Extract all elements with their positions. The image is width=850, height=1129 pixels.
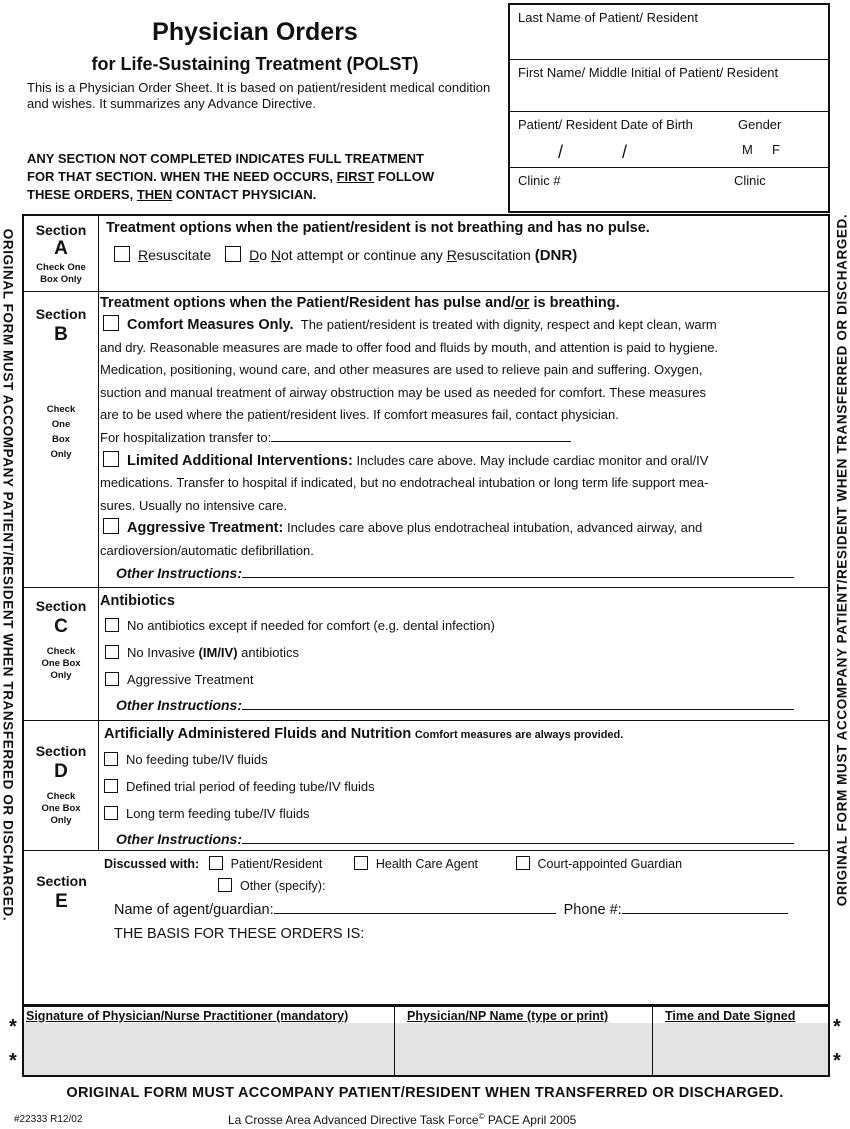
heading-or: or: [514, 295, 530, 311]
first-name-label: First Name/ Middle Initial of Patient/ Resident: [518, 65, 779, 80]
section-letter: C: [54, 616, 68, 637]
opt-letter: R: [446, 247, 457, 263]
hint-line: Check: [46, 791, 76, 802]
comfort-checkbox[interactable]: [103, 315, 119, 331]
section-label: Section: [35, 306, 87, 322]
section-label: Section: [35, 222, 87, 238]
hospital-transfer-row: [100, 427, 828, 450]
section-a-label-col: [24, 216, 99, 291]
heading-text: Artificially Administered Fluids and Nutrition: [104, 726, 412, 742]
heading-text: Treatment options when the Patient/Resident has pulse and/: [100, 295, 515, 311]
section-letter: E: [55, 891, 68, 912]
other-instructions-input[interactable]: [242, 709, 794, 710]
trial-feeding-tube-checkbox[interactable]: [104, 779, 118, 793]
option-label: No feeding tube/IV fluids: [126, 752, 268, 767]
section-hint: [24, 791, 98, 827]
comfort-option: [100, 314, 828, 337]
aggressive-option: [100, 517, 828, 540]
agent-name-label: Name of agent/guardian:: [114, 902, 274, 918]
option-label: Long term feeding tube/IV fluids: [126, 806, 310, 821]
gender-m[interactable]: M: [742, 142, 753, 157]
no-feeding-tube-checkbox[interactable]: [104, 752, 118, 766]
comfort-text: and dry. Reasonable measures are made to offer food and fluids by mouth, and attention is paid to hygiene.: [100, 339, 719, 355]
option-label: Patient/Resident: [230, 857, 323, 871]
section-letter: B: [54, 324, 68, 345]
hint-line: One: [51, 419, 71, 430]
discussed-row: [104, 856, 828, 878]
signature-cell[interactable]: [24, 1007, 395, 1075]
comfort-text: The patient/resident is treated with dignity, respect and kept clean, warm: [300, 317, 717, 332]
opt-letter: D: [249, 247, 260, 263]
section-c-heading: Antibiotics: [100, 593, 175, 609]
hint-line: Check: [46, 646, 76, 657]
warning-line-3: [27, 186, 507, 204]
section-b-label-col: [24, 292, 99, 587]
section-a-heading: Treatment options when the patient/resident is not breathing and has no pulse.: [106, 220, 650, 236]
section-c-content: [100, 590, 828, 718]
dob-gender-field[interactable]: [510, 112, 828, 168]
section-e-label-col: [24, 851, 99, 1004]
clinic-field[interactable]: [510, 168, 828, 213]
side-notice-text: ORIGINAL FORM MUST ACCOMPANY PATIENT/RESIDENT WHEN TRANSFERRED OR DISCHARGED.: [834, 213, 850, 907]
agent-row: [104, 902, 828, 926]
resuscitate-label: esuscitate: [148, 247, 212, 263]
limited-text: medications. Transfer to hospital if indicated, but no endotracheal intubation or long term life support mea-: [100, 475, 709, 491]
phone-input[interactable]: [622, 913, 788, 914]
comfort-text: Medication, positioning, wound care, and other measures are used to relieve pain and suffering. Oxygen,: [100, 362, 703, 378]
aggressive-text: Includes care above plus endotracheal intubation, advanced airway, and: [286, 520, 703, 536]
hint-line: One Box: [41, 658, 81, 669]
antibiotic-none-checkbox[interactable]: [105, 618, 119, 632]
other-instructions-c: [100, 693, 828, 718]
section-a: [24, 216, 828, 292]
other-instructions-label: Other Instructions:: [116, 564, 243, 581]
section-e-content: [104, 856, 828, 942]
gender-label: Gender: [738, 117, 782, 132]
dnr-checkbox[interactable]: [225, 246, 241, 262]
antibiotic-option: [100, 639, 828, 666]
section-c: [24, 588, 828, 721]
footer-notice: ORIGINAL FORM MUST ACCOMPANY PATIENT/RESIDENT WHEN TRANSFERRED OR DISCHARGED.: [66, 1085, 784, 1101]
physician-name-label: Physician/NP Name (type or print): [395, 1007, 652, 1023]
option-label: Court-appointed Guardian: [537, 857, 683, 871]
antibiotic-noninvasive-checkbox[interactable]: [105, 645, 119, 659]
side-notice-text: ORIGINAL FORM MUST ACCOMPANY PATIENT/RESIDENT WHEN TRANSFERRED OR DISCHARGED.: [0, 228, 16, 922]
dnr-abbrev: (DNR): [534, 247, 578, 264]
heading-text: is breathing.: [529, 295, 620, 311]
aggressive-text: cardioversion/automatic defibrillation.: [100, 542, 314, 558]
long-term-feeding-tube-checkbox[interactable]: [104, 806, 118, 820]
option-label: Defined trial period of feeding tube/IV fluids: [126, 779, 375, 794]
section-d-label-col: [24, 721, 99, 850]
option-label: Aggressive Treatment: [127, 672, 254, 687]
credit-text: La Crosse Area Advanced Directive Task Force: [228, 1113, 479, 1127]
comfort-title: Comfort Measures Only.: [127, 317, 294, 333]
form-intro: This is a Physician Order Sheet. It is based on patient/resident medical condition and wishes. It summarizes any Advance Directive.: [27, 80, 491, 111]
dob-label: Patient/ Resident Date of Birth: [518, 117, 693, 132]
time-date-cell[interactable]: [653, 1007, 828, 1075]
other-instructions-label: Other Instructions:: [116, 697, 243, 713]
section-b: [24, 292, 828, 588]
hint-line: Check One: [36, 262, 86, 273]
section-label: Section: [35, 598, 87, 614]
other-instructions-input[interactable]: [242, 577, 794, 578]
section-d-content: [104, 723, 828, 852]
nutrition-option: [104, 746, 828, 773]
first-name-field[interactable]: [510, 60, 828, 112]
warning-text: THESE ORDERS,: [27, 187, 134, 202]
opt-letter: R: [138, 247, 149, 263]
form-number: #22333 R12/02: [14, 1114, 83, 1125]
other-instructions-input[interactable]: [242, 843, 794, 844]
option-label: Health Care Agent: [375, 857, 479, 871]
limited-title: Limited Additional Interventions:: [127, 452, 353, 469]
antibiotic-option: [100, 666, 828, 693]
section-letter: D: [54, 761, 68, 782]
section-hint: [24, 262, 98, 286]
copyright-mark: ©: [478, 1112, 485, 1121]
warning-then: THEN: [136, 187, 173, 202]
footer-credit: [228, 1112, 576, 1127]
basis-label: THE BASIS FOR THESE ORDERS IS:: [114, 926, 365, 942]
option-label: antibiotics: [237, 645, 299, 660]
limited-checkbox[interactable]: [103, 451, 119, 467]
dnr-text: esuscitation: [456, 247, 531, 263]
option-label-bold: (IM/IV): [198, 645, 238, 660]
section-a-options: [106, 246, 826, 264]
antibiotic-option: [100, 612, 828, 639]
dnr-text: o: [259, 247, 271, 263]
opt-letter: N: [270, 247, 281, 263]
clinic-no-label: Clinic #: [518, 173, 561, 188]
section-d-heading: [104, 723, 828, 746]
warning-line-1: ANY SECTION NOT COMPLETED INDICATES FULL TREATMENT: [27, 151, 424, 166]
other-specify-row: [104, 878, 828, 902]
nutrition-option: [104, 800, 828, 827]
warning-line-2: [27, 168, 507, 186]
patient-id-box: [508, 3, 830, 213]
section-a-content: [106, 220, 826, 264]
clinic-label: Clinic: [734, 173, 766, 188]
hint-line: Only: [50, 449, 72, 460]
full-treatment-warning: [27, 150, 507, 204]
hint-line: Only: [50, 815, 72, 826]
credit-text: PACE April 2005: [484, 1113, 577, 1127]
agent-name-input[interactable]: [274, 913, 556, 914]
other-checkbox[interactable]: [218, 878, 232, 892]
hint-line: One Box: [41, 803, 81, 814]
dob-slash: /: [558, 142, 564, 162]
dnr-text: ot attempt or continue any: [281, 247, 447, 263]
nutrition-option: [104, 773, 828, 800]
section-b-content: [100, 292, 828, 584]
patient-checkbox[interactable]: [209, 856, 223, 870]
option-label: No antibiotics except if needed for comfort (e.g. dental infection): [127, 618, 495, 633]
section-d: [24, 721, 828, 851]
gender-f[interactable]: F: [772, 142, 780, 157]
warning-text: CONTACT PHYSICIAN.: [175, 187, 317, 202]
required-star: *: [9, 1016, 17, 1038]
comfort-text: are to be used where the patient/resident lives. If comfort measures fail, contact physician.: [100, 407, 619, 423]
hint-line: Only: [50, 670, 72, 681]
hospital-transfer-input[interactable]: [271, 441, 571, 442]
heading-note: Comfort measures are always provided.: [414, 729, 624, 741]
limited-option: [100, 450, 828, 473]
other-instructions-label: Other Instructions:: [116, 831, 243, 847]
warning-text: FOR THAT SECTION. WHEN THE NEED OCCURS,: [27, 169, 333, 184]
comfort-text: suction and manual treatment of airway obstruction may be used as needed for comfort. These measures: [100, 384, 707, 400]
section-letter: A: [54, 238, 68, 259]
agent-checkbox[interactable]: [354, 856, 368, 870]
guardian-checkbox[interactable]: [516, 856, 530, 870]
option-label: No Invasive: [127, 645, 199, 660]
other-instructions-d: [104, 827, 828, 852]
aggressive-title: Aggressive Treatment:: [127, 520, 284, 537]
section-label: Section: [36, 873, 87, 889]
form-subtitle: for Life-Sustaining Treatment (POLST): [91, 54, 419, 74]
section-hint: [24, 646, 98, 682]
other-instructions-b: [100, 563, 828, 584]
resuscitate-checkbox[interactable]: [114, 246, 130, 262]
signature-bar: [22, 1005, 830, 1077]
dob-slash: /: [622, 142, 628, 162]
aggressive-checkbox[interactable]: [103, 518, 119, 534]
hint-line: Box: [52, 434, 70, 445]
physician-name-cell[interactable]: [395, 1007, 653, 1075]
required-star: *: [833, 1016, 841, 1038]
hospital-transfer-label: For hospitalization transfer to:: [100, 429, 272, 445]
warning-first: FIRST: [336, 169, 375, 184]
limited-text: Includes care above. May include cardiac monitor and oral/IV: [356, 452, 709, 468]
phone-label: Phone #:: [563, 902, 622, 918]
last-name-label: Last Name of Patient/ Resident: [518, 10, 698, 25]
last-name-field[interactable]: [510, 5, 828, 60]
antibiotic-aggressive-checkbox[interactable]: [105, 672, 119, 686]
section-hint: [24, 402, 98, 462]
signature-label: Signature of Physician/Nurse Practitioner (mandatory): [24, 1007, 394, 1023]
section-c-label-col: [24, 588, 99, 720]
hint-line: Box Only: [40, 274, 82, 285]
required-star: *: [9, 1050, 17, 1072]
warning-text: FOLLOW: [377, 169, 435, 184]
orders-sections: [22, 214, 830, 1006]
section-label: Section: [35, 743, 87, 759]
section-b-heading: [100, 292, 828, 314]
required-star: *: [833, 1050, 841, 1072]
hint-line: Check: [46, 404, 76, 415]
form-title: Physician Orders: [152, 18, 358, 46]
option-label: Other (specify):: [240, 879, 326, 893]
limited-text: sures. Usually no intensive care.: [100, 497, 288, 513]
discussed-label: Discussed with:: [104, 857, 200, 871]
time-date-label: Time and Date Signed: [653, 1007, 828, 1023]
section-e: [24, 851, 828, 1004]
